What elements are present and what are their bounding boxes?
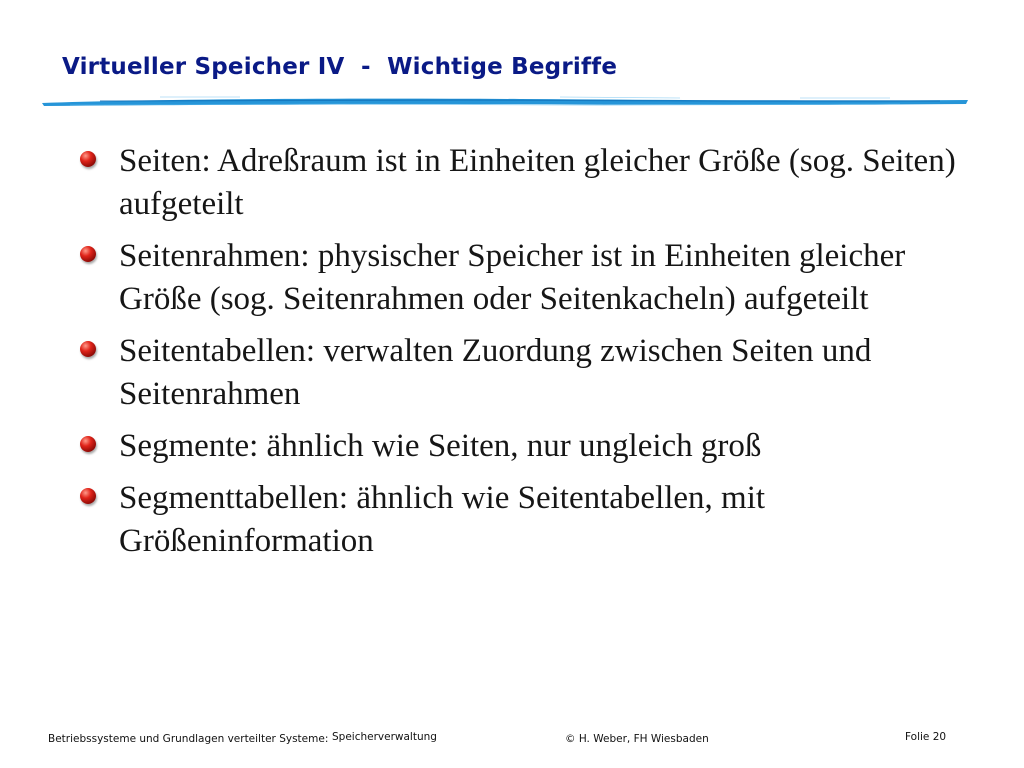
bullet-item xyxy=(78,140,978,226)
slide-title: Virtueller Speicher IV - Wichtige Begriffe xyxy=(62,54,618,80)
bullet-text: Seitenrahmen: physischer Speicher ist in Einheiten gleicher Größe (sog. Seitenrahmen oder Seitenkacheln) aufgeteilt xyxy=(119,238,906,317)
title-underline xyxy=(40,92,970,112)
bullet-list xyxy=(78,140,978,572)
bullet-text: Seiten: Adreßraum ist in Einheiten gleicher Größe (sog. Seiten) aufgeteilt xyxy=(119,143,956,222)
red-ball-bullet-icon xyxy=(80,341,96,357)
bullet-text: Seitentabellen: verwalten Zuordung zwischen Seiten und Seitenrahmen xyxy=(119,333,872,412)
footer-page-number: Folie 20 xyxy=(905,731,947,743)
bullet-item xyxy=(78,425,978,468)
red-ball-bullet-icon xyxy=(80,246,96,262)
bullet-item xyxy=(78,235,978,321)
bullet-text: Segmente: ähnlich wie Seiten, nur ungleich groß xyxy=(119,428,762,464)
footer-course: Betriebssysteme und Grundlagen verteilter Systeme: xyxy=(48,733,329,745)
footer-author: © H. Weber, FH Wiesbaden xyxy=(565,733,709,745)
red-ball-bullet-icon xyxy=(80,151,96,167)
red-ball-bullet-icon xyxy=(80,488,96,504)
bullet-item xyxy=(78,477,978,563)
footer-topic: Speicherverwaltung xyxy=(332,731,437,743)
red-ball-bullet-icon xyxy=(80,436,96,452)
bullet-item xyxy=(78,330,978,416)
bullet-text: Segmenttabellen: ähnlich wie Seitentabellen, mit Größeninformation xyxy=(119,480,766,559)
